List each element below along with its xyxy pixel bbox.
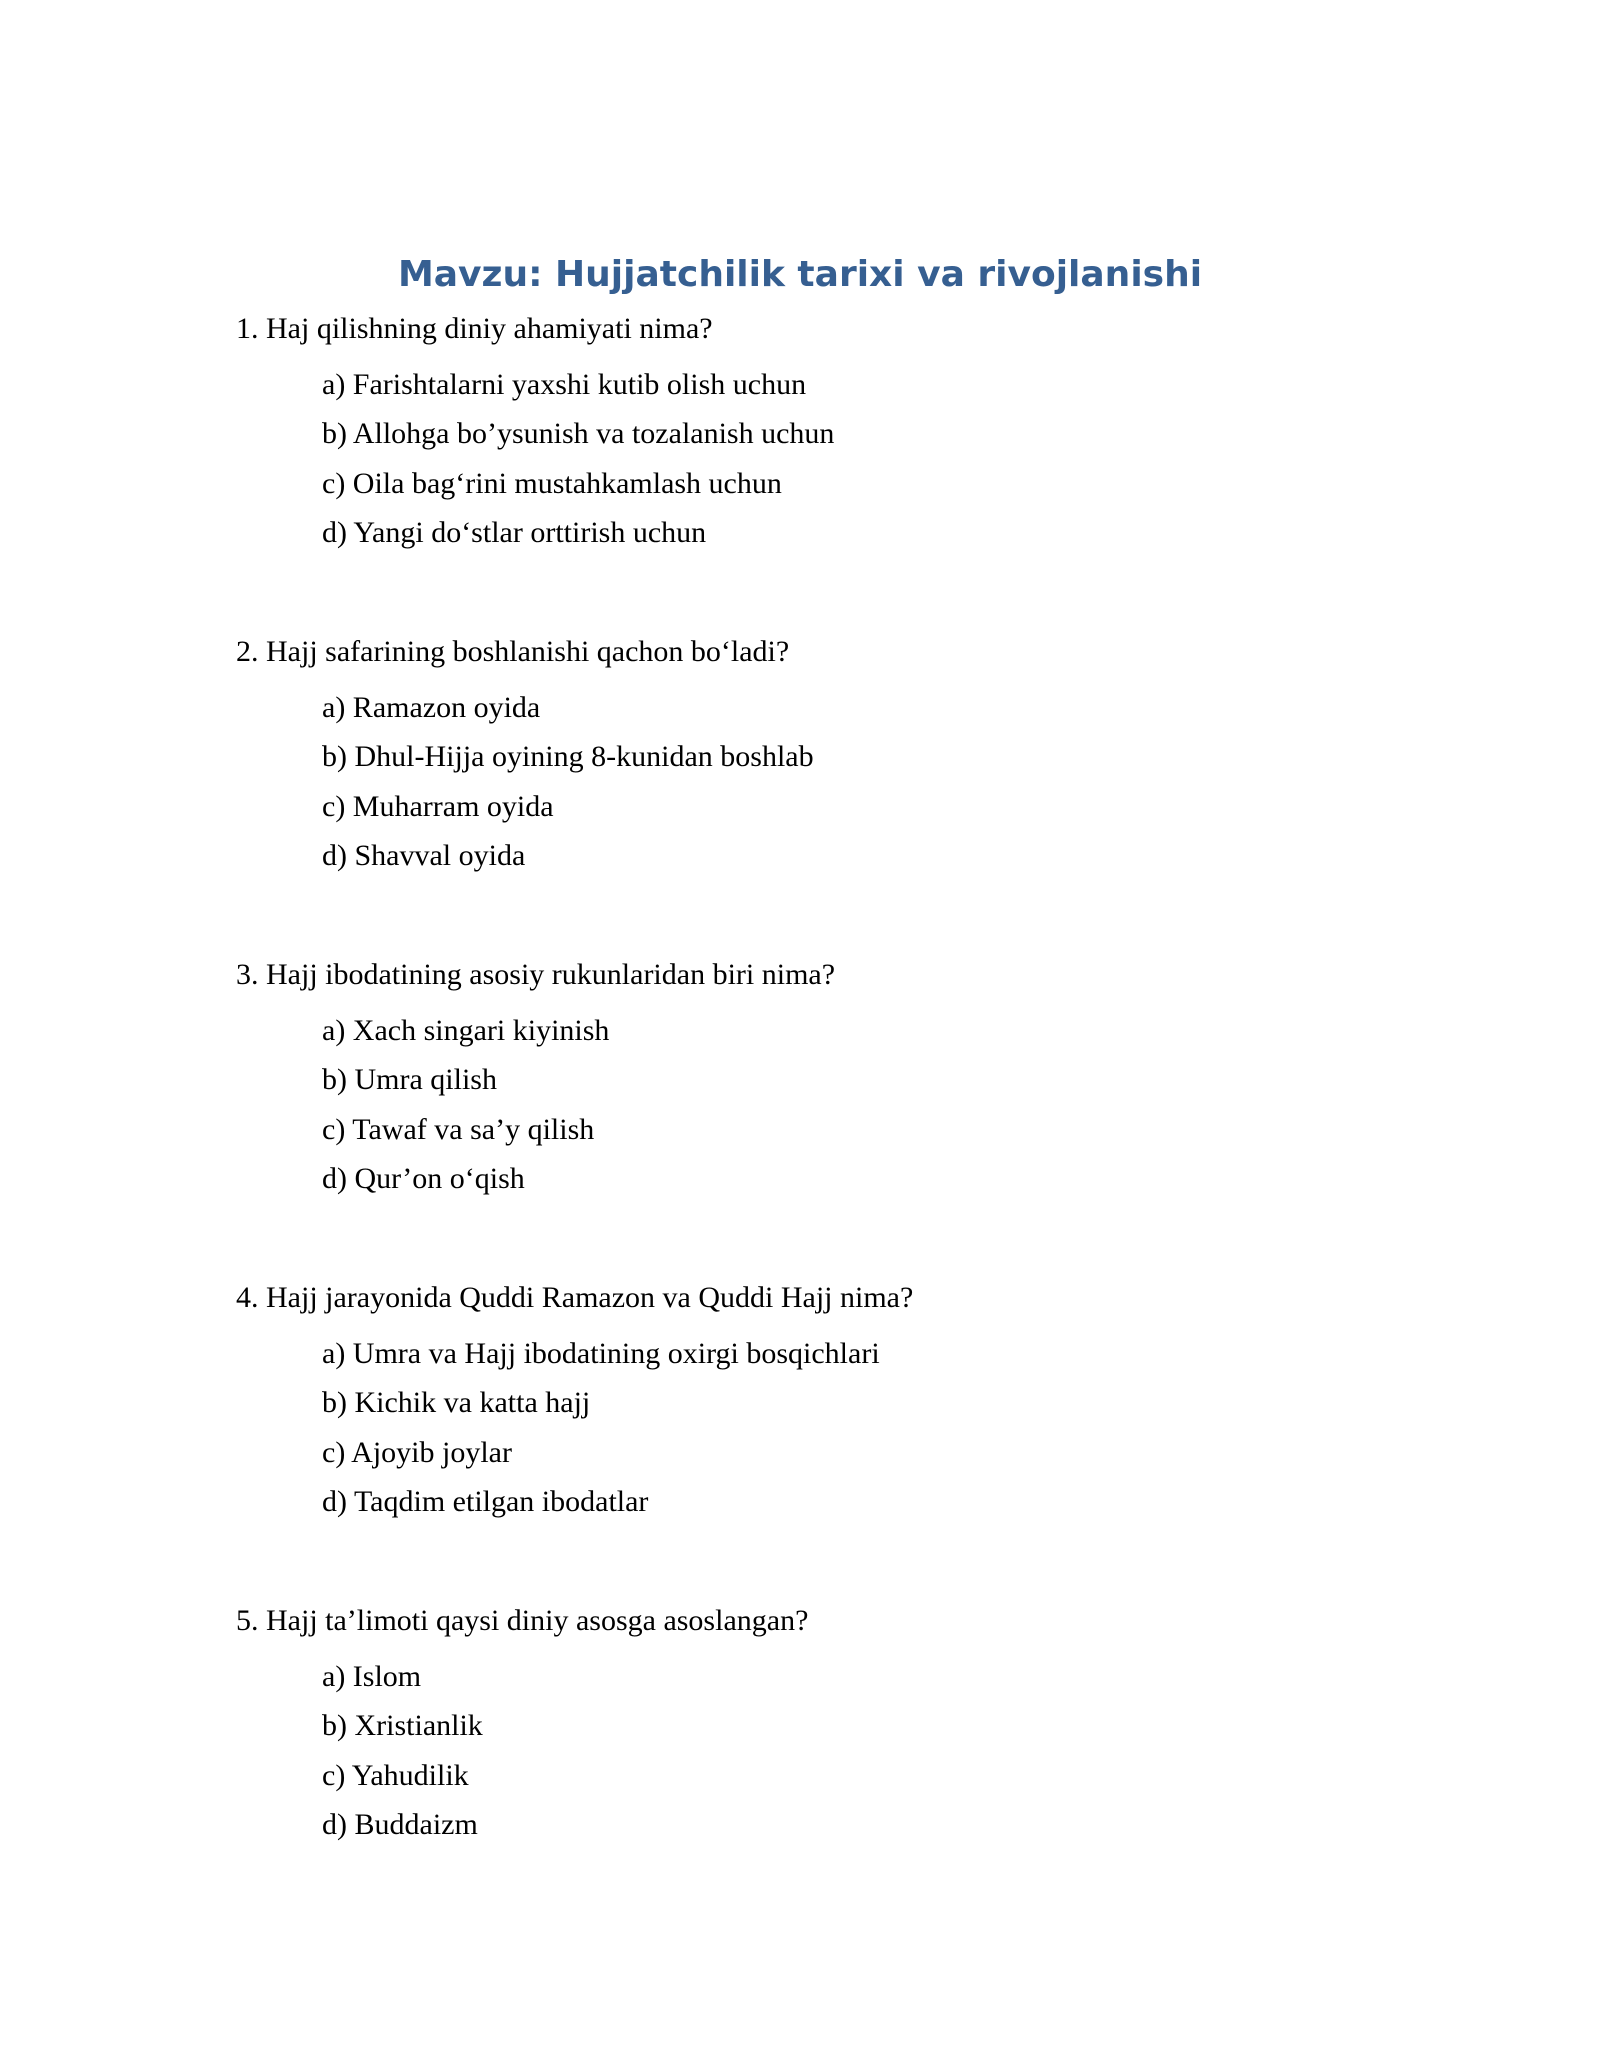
answer-option-d: d) Buddaizm — [322, 1807, 478, 1841]
answer-option-a: a) Ramazon oyida — [322, 691, 541, 724]
answer-option-c: c) Muharram oyida — [322, 789, 554, 823]
answer-option-b: b) Umra qilish — [322, 1063, 497, 1097]
question-text: 4. Hajj jarayonida Quddi Ramazon va Quddi Hajj nima? — [236, 1281, 914, 1314]
answer-option-c: c) Oila bag‘rini mustahkamlash uchun — [322, 466, 782, 500]
answer-option-a: a) Islom — [322, 1660, 422, 1693]
answer-options — [322, 365, 1436, 562]
answer-option-d: d) Taqdim etilgan ibodatlar — [322, 1484, 649, 1518]
document-title: Mavzu: Hujjatchilik tarixi va rivojlanishi — [397, 254, 1203, 295]
answer-option-a: a) Farishtalarni yaxshi kutib olish uchun — [322, 368, 807, 401]
question-text: 3. Hajj ibodatining asosiy rukunlaridan biri nima? — [236, 958, 836, 991]
answer-option-b: b) Kichik va katta hajj — [322, 1386, 591, 1420]
question-3 — [236, 955, 1436, 1208]
answer-options — [322, 1334, 1436, 1531]
answer-option-a: a) Umra va Hajj ibodatining oxirgi bosqichlari — [322, 1337, 880, 1370]
answer-options — [322, 688, 1436, 885]
question-4 — [236, 1278, 1436, 1531]
answer-option-d: d) Qur’on o‘qish — [322, 1161, 525, 1195]
answer-option-c: c) Ajoyib joylar — [322, 1435, 512, 1469]
answer-option-b: b) Allohga bo’ysunish va tozalanish uchun — [322, 417, 835, 451]
question-text: 2. Hajj safarining boshlanishi qachon bo‘ladi? — [236, 635, 790, 668]
answer-option-d: d) Yangi do‘stlar orttirish uchun — [322, 515, 707, 549]
answer-option-d: d) Shavval oyida — [322, 838, 526, 872]
answer-option-c: c) Tawaf va sa’y qilish — [322, 1112, 595, 1146]
answer-options — [322, 1011, 1436, 1208]
question-5 — [236, 1601, 1436, 1854]
answer-option-a: a) Xach singari kiyinish — [322, 1014, 610, 1047]
answer-options — [322, 1657, 1436, 1854]
answer-option-c: c) Yahudilik — [322, 1758, 469, 1792]
question-2 — [236, 632, 1436, 885]
answer-option-b: b) Dhul-Hijja oyining 8-kunidan boshlab — [322, 740, 814, 774]
question-text: 1. Haj qilishning diniy ahamiyati nima? — [236, 312, 713, 345]
answer-option-b: b) Xristianlik — [322, 1709, 483, 1743]
question-1 — [236, 309, 1436, 562]
question-text: 5. Hajj ta’limoti qaysi diniy asosga asoslangan? — [236, 1604, 809, 1637]
